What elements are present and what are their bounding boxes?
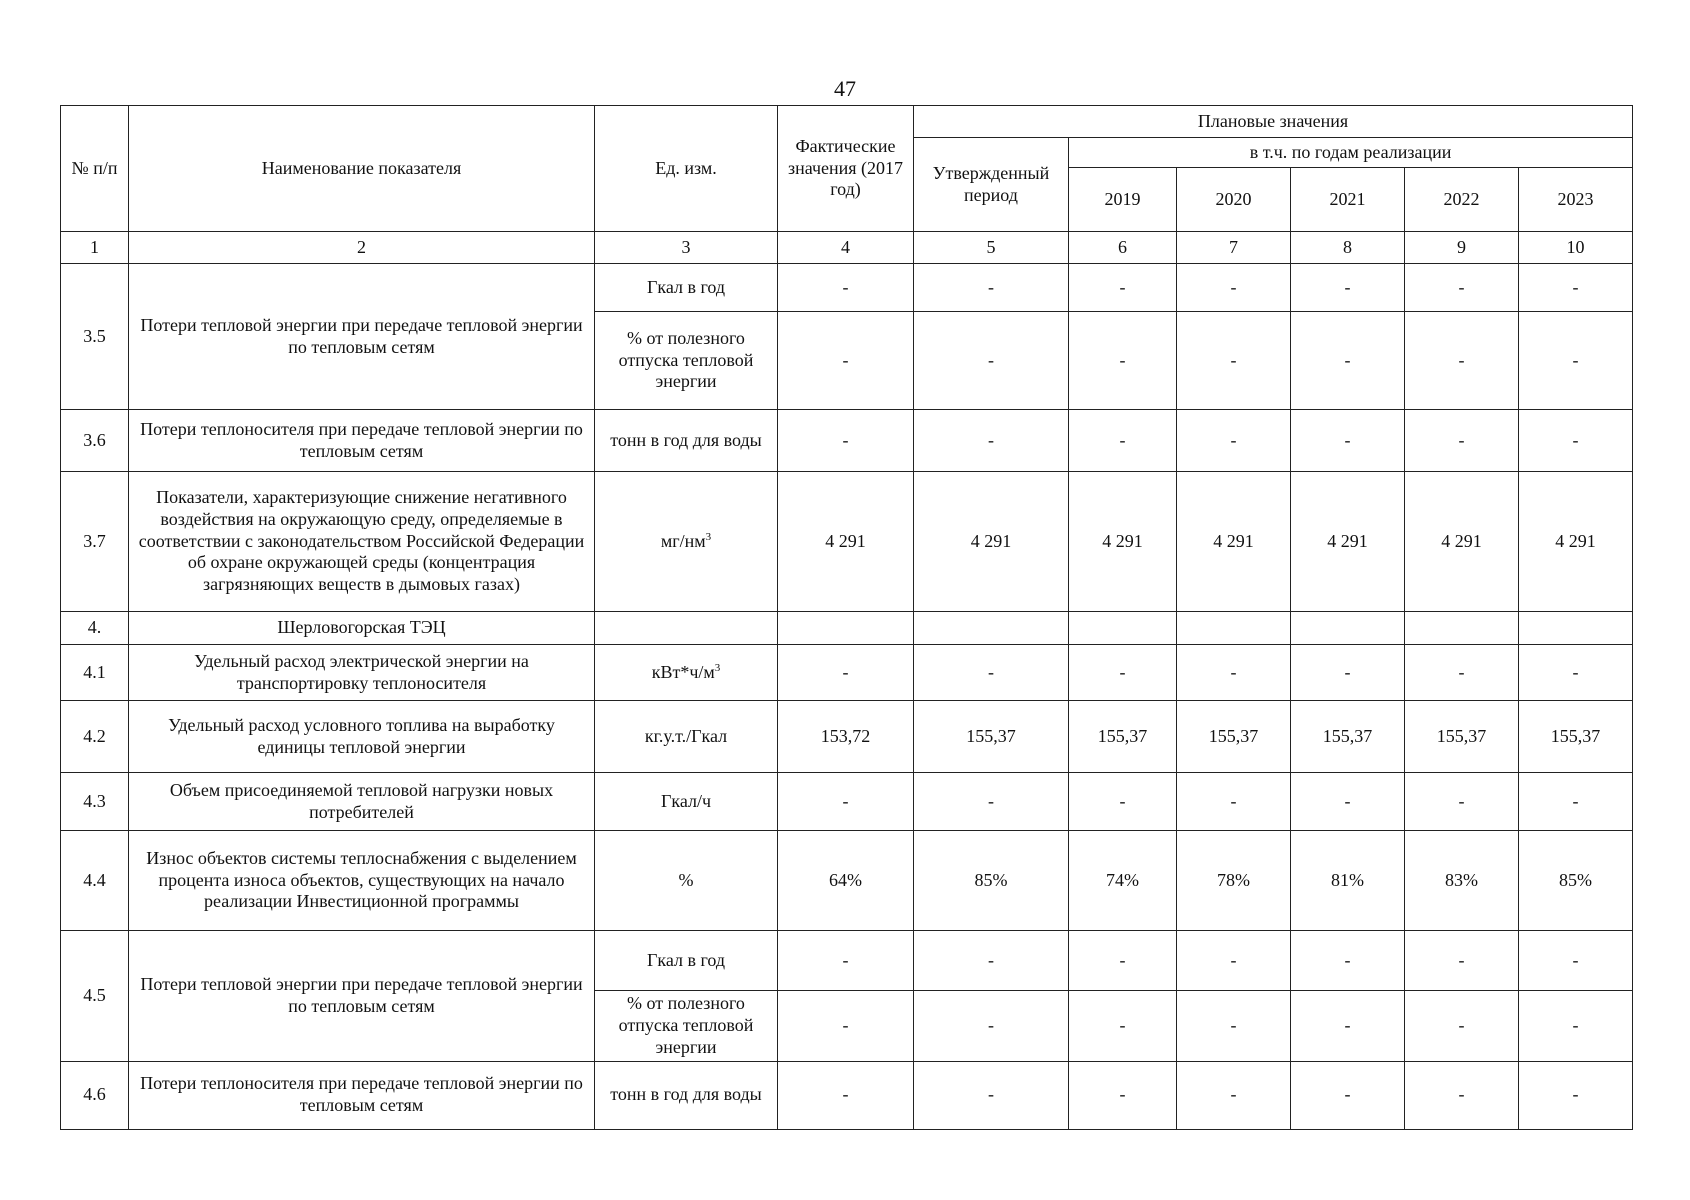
value-cell: - — [1291, 645, 1405, 701]
value-cell: 4 291 — [1519, 472, 1633, 612]
value-cell: - — [1519, 312, 1633, 410]
section-title: Шерловогорская ТЭЦ — [129, 612, 595, 645]
value-cell: 153,72 — [778, 701, 914, 773]
header-planned: Плановые значения — [914, 106, 1633, 138]
header-row — [61, 106, 1633, 138]
value-cell: - — [1177, 931, 1291, 991]
row-num: 3.7 — [61, 472, 129, 612]
unit-text: кВт*ч/м — [651, 661, 715, 682]
value-cell: - — [1177, 312, 1291, 410]
value-cell: - — [1069, 773, 1177, 831]
table-row — [61, 831, 1633, 931]
value-cell: - — [778, 312, 914, 410]
header-by-years: в т.ч. по годам реализации — [1069, 138, 1633, 168]
indicator-name: Потери теплоносителя при передаче тепловой энергии по тепловым сетям — [129, 1061, 595, 1129]
column-number: 4 — [778, 232, 914, 264]
value-cell: - — [1405, 312, 1519, 410]
table-row — [61, 264, 1633, 312]
value-cell: 155,37 — [1177, 701, 1291, 773]
column-number: 10 — [1519, 232, 1633, 264]
column-number-row — [61, 232, 1633, 264]
value-cell: - — [778, 1061, 914, 1129]
value-cell: 81% — [1291, 831, 1405, 931]
value-cell: - — [914, 645, 1069, 701]
value-cell: 155,37 — [1519, 701, 1633, 773]
value-cell: - — [1069, 1061, 1177, 1129]
row-num: 4.1 — [61, 645, 129, 701]
value-cell: - — [914, 264, 1069, 312]
value-cell: - — [1069, 312, 1177, 410]
value-cell: - — [1519, 264, 1633, 312]
column-number: 1 — [61, 232, 129, 264]
table-row — [61, 773, 1633, 831]
empty-cell — [1519, 612, 1633, 645]
empty-cell — [914, 612, 1069, 645]
indicator-name: Объем присоединяемой тепловой нагрузки новых потребителей — [129, 773, 595, 831]
value-cell: 85% — [1519, 831, 1633, 931]
value-cell: - — [1519, 991, 1633, 1062]
value-cell: - — [1069, 931, 1177, 991]
value-cell: - — [1519, 773, 1633, 831]
unit-superscript: 3 — [705, 530, 712, 543]
header-year: 2019 — [1069, 168, 1177, 232]
empty-cell — [1177, 612, 1291, 645]
value-cell: - — [778, 410, 914, 472]
value-cell: - — [1069, 991, 1177, 1062]
empty-cell — [1069, 612, 1177, 645]
table-row — [61, 645, 1633, 701]
column-number: 9 — [1405, 232, 1519, 264]
value-cell: - — [1177, 773, 1291, 831]
value-cell: - — [1519, 645, 1633, 701]
indicator-name: Износ объектов системы теплоснабжения с выделением процента износа объектов, существующих на начало реализации Инвестиционной программы — [129, 831, 595, 931]
value-cell: 83% — [1405, 831, 1519, 931]
row-num: 4.2 — [61, 701, 129, 773]
unit-cell: Гкал/ч — [595, 773, 778, 831]
value-cell: - — [1405, 645, 1519, 701]
row-num: 3.6 — [61, 410, 129, 472]
table-body — [61, 264, 1633, 1130]
value-cell: - — [1177, 410, 1291, 472]
indicators-table — [60, 105, 1633, 1130]
value-cell: - — [1069, 264, 1177, 312]
header-num: № п/п — [61, 106, 129, 232]
table-row — [61, 1061, 1633, 1129]
value-cell: - — [778, 991, 914, 1062]
indicator-name: Потери тепловой энергии при передаче тепловой энергии по тепловым сетям — [129, 931, 595, 1062]
value-cell: 155,37 — [1405, 701, 1519, 773]
value-cell: - — [1519, 1061, 1633, 1129]
value-cell: - — [914, 312, 1069, 410]
value-cell: - — [914, 991, 1069, 1062]
page-number: 47 — [834, 76, 856, 101]
value-cell: - — [1291, 773, 1405, 831]
value-cell: 4 291 — [778, 472, 914, 612]
header-year: 2023 — [1519, 168, 1633, 232]
column-number: 8 — [1291, 232, 1405, 264]
value-cell: - — [1405, 991, 1519, 1062]
unit-cell — [595, 645, 778, 701]
header-approved: Утвержденный период — [914, 138, 1069, 232]
indicator-name: Удельный расход электрической энергии на транспортировку теплоносителя — [129, 645, 595, 701]
empty-cell — [595, 612, 778, 645]
value-cell: - — [1405, 264, 1519, 312]
value-cell: 155,37 — [1291, 701, 1405, 773]
value-cell: 64% — [778, 831, 914, 931]
section-row — [61, 612, 1633, 645]
value-cell: - — [1291, 312, 1405, 410]
value-cell: 78% — [1177, 831, 1291, 931]
column-number: 3 — [595, 232, 778, 264]
row-num: 4.4 — [61, 831, 129, 931]
indicator-name: Удельный расход условного топлива на выработку единицы тепловой энергии — [129, 701, 595, 773]
header-year: 2022 — [1405, 168, 1519, 232]
row-num: 4.5 — [61, 931, 129, 1062]
value-cell: - — [1405, 773, 1519, 831]
unit-superscript: 3 — [714, 661, 721, 674]
value-cell: - — [1177, 1061, 1291, 1129]
unit-cell: кг.у.т./Гкал — [595, 701, 778, 773]
value-cell: - — [1291, 1061, 1405, 1129]
header-fact: Фактические значения (2017 год) — [778, 106, 914, 232]
table-row — [61, 931, 1633, 991]
value-cell: - — [778, 264, 914, 312]
unit-cell: Гкал в год — [595, 931, 778, 991]
value-cell: - — [1519, 410, 1633, 472]
row-num: 4.3 — [61, 773, 129, 831]
indicator-name: Потери тепловой энергии при передаче тепловой энергии по тепловым сетям — [129, 264, 595, 410]
empty-cell — [1291, 612, 1405, 645]
table-row — [61, 410, 1633, 472]
table-row — [61, 701, 1633, 773]
header-year: 2021 — [1291, 168, 1405, 232]
value-cell: - — [1405, 1061, 1519, 1129]
value-cell: - — [914, 1061, 1069, 1129]
section-num: 4. — [61, 612, 129, 645]
value-cell: - — [1405, 410, 1519, 472]
value-cell: - — [914, 410, 1069, 472]
unit-cell: % — [595, 831, 778, 931]
unit-cell: % от полезного отпуска тепловой энергии — [595, 991, 778, 1062]
value-cell: - — [1069, 645, 1177, 701]
value-cell: - — [1405, 931, 1519, 991]
value-cell: 155,37 — [914, 701, 1069, 773]
value-cell: - — [778, 773, 914, 831]
value-cell: - — [1177, 264, 1291, 312]
value-cell: 4 291 — [1177, 472, 1291, 612]
value-cell: 4 291 — [1069, 472, 1177, 612]
empty-cell — [778, 612, 914, 645]
row-num: 3.5 — [61, 264, 129, 410]
value-cell: - — [778, 931, 914, 991]
value-cell: 155,37 — [1069, 701, 1177, 773]
empty-cell — [1405, 612, 1519, 645]
table-header — [61, 106, 1633, 264]
value-cell: - — [1291, 410, 1405, 472]
value-cell: - — [1177, 645, 1291, 701]
unit-cell: тонн в год для воды — [595, 1061, 778, 1129]
value-cell: - — [1291, 991, 1405, 1062]
column-number: 2 — [129, 232, 595, 264]
value-cell: - — [1177, 991, 1291, 1062]
row-num: 4.6 — [61, 1061, 129, 1129]
header-year: 2020 — [1177, 168, 1291, 232]
unit-cell: Гкал в год — [595, 264, 778, 312]
value-cell: 74% — [1069, 831, 1177, 931]
table-row — [61, 472, 1633, 612]
value-cell: 4 291 — [914, 472, 1069, 612]
unit-cell — [595, 472, 778, 612]
value-cell: - — [1291, 931, 1405, 991]
unit-cell: % от полезного отпуска тепловой энергии — [595, 312, 778, 410]
column-number: 5 — [914, 232, 1069, 264]
header-name: Наименование показателя — [129, 106, 595, 232]
value-cell: - — [778, 645, 914, 701]
unit-text: мг/нм — [660, 530, 706, 551]
value-cell: - — [1291, 264, 1405, 312]
column-number: 6 — [1069, 232, 1177, 264]
value-cell: - — [914, 931, 1069, 991]
value-cell: - — [1069, 410, 1177, 472]
indicator-name: Потери теплоносителя при передаче тепловой энергии по тепловым сетям — [129, 410, 595, 472]
value-cell: 4 291 — [1291, 472, 1405, 612]
value-cell: - — [914, 773, 1069, 831]
indicator-name: Показатели, характеризующие снижение негативного воздействия на окружающую среду, определяемые в соответствии с законодательством Российской Федерации об охране окружающей среды (концентрация загрязняющих веществ в дымовых газах) — [129, 472, 595, 612]
unit-cell: тонн в год для воды — [595, 410, 778, 472]
value-cell: 4 291 — [1405, 472, 1519, 612]
value-cell: 85% — [914, 831, 1069, 931]
column-number: 7 — [1177, 232, 1291, 264]
value-cell: - — [1519, 931, 1633, 991]
header-unit: Ед. изм. — [595, 106, 778, 232]
